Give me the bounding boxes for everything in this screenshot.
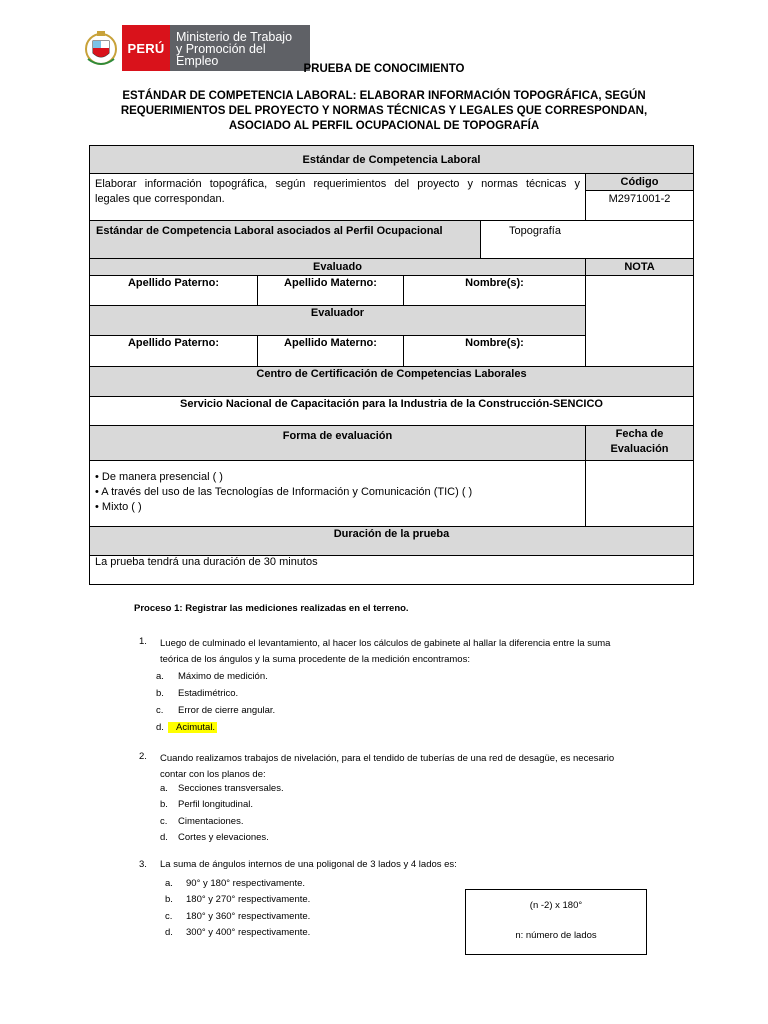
question-1-options bbox=[156, 668, 275, 736]
q1-option-d[interactable]: d. Acimutal. bbox=[156, 722, 216, 733]
centro-header: Centro de Certificación de Competencias Laborales bbox=[89, 366, 694, 397]
formula-note: n: número de lados bbox=[515, 930, 597, 941]
option-mixto[interactable]: • Mixto ( ) bbox=[95, 501, 142, 513]
q3-option-a[interactable]: a. 90° y 180° respectivamente. bbox=[165, 878, 306, 889]
fecha-header bbox=[585, 425, 694, 461]
question-2-number: 2. bbox=[139, 751, 147, 762]
highlighted-answer: Acimutal. bbox=[168, 722, 217, 733]
question-1-number: 1. bbox=[139, 636, 147, 647]
duracion-header: Duración de la prueba bbox=[89, 526, 694, 556]
question-3-options bbox=[165, 876, 310, 941]
q1-option-b[interactable]: b. Estadimétrico. bbox=[156, 688, 239, 699]
standard-title-line2: REQUERIMIENTOS DEL PROYECTO Y NORMAS TÉCNICAS Y LEGALES QUE CORRESPONDAN, bbox=[120, 105, 648, 117]
ministry-line2: y Promoción del Empleo bbox=[176, 42, 266, 68]
q1-option-c[interactable]: c. Error de cierre angular. bbox=[156, 705, 276, 716]
peru-label: PERÚ bbox=[122, 25, 170, 71]
question-2-line2: contar con los planos de: bbox=[160, 769, 266, 780]
evaluation-table bbox=[89, 145, 694, 585]
q2-option-c[interactable]: c. Cimentaciones. bbox=[160, 815, 244, 827]
q2-option-b[interactable]: b. Perfil longitudinal. bbox=[160, 799, 253, 811]
question-2-line1: Cuando realizamos trabajos de nivelación, para el tendido de tuberías de una red de desagüe, es necesario bbox=[160, 753, 615, 764]
standard-title-line1: ESTÁNDAR DE COMPETENCIA LABORAL: ELABORAR INFORMACIÓN TOPOGRÁFICA, SEGÚN bbox=[122, 90, 646, 102]
forma-options bbox=[89, 460, 586, 527]
evaluador-nombres[interactable]: Nombre(s): bbox=[403, 335, 586, 367]
doc-title: PRUEBA DE CONOCIMIENTO bbox=[303, 63, 465, 75]
fecha-field[interactable] bbox=[585, 460, 694, 527]
question-1-line1: Luego de culminado el levantamiento, al hacer los cálculos de gabinete al hallar la diferencia entre la suma bbox=[160, 638, 611, 649]
standard-desc-line1: Elaborar información topográfica, según requerimientos del proyecto y normas técnicas y bbox=[95, 178, 580, 190]
standard-title-line3: ASOCIADO AL PERFIL OCUPACIONAL DE TOPOGRAFÍA bbox=[228, 120, 540, 132]
formula-expression: (n -2) x 180° bbox=[529, 900, 583, 911]
fecha-line2: Evaluación bbox=[610, 443, 669, 455]
standard-desc-line2: legales que correspondan. bbox=[95, 193, 225, 205]
nota-field[interactable] bbox=[585, 275, 694, 367]
forma-header: Forma de evaluación bbox=[89, 425, 586, 461]
question-1-line2: teórica de los ángulos y la suma procedente de la medición encontramos: bbox=[160, 654, 470, 665]
evaluador-header: Evaluador bbox=[89, 305, 586, 336]
evaluador-apellido-paterno[interactable]: Apellido Paterno: bbox=[89, 335, 258, 367]
evaluado-header: Evaluado bbox=[89, 258, 586, 276]
formula-box bbox=[465, 889, 647, 955]
q2-option-a[interactable]: a. Secciones transversales. bbox=[160, 783, 284, 794]
codigo-label: Código bbox=[585, 173, 694, 191]
assoc-standard-value: Topografía bbox=[480, 220, 694, 259]
standard-title bbox=[100, 89, 668, 134]
standard-header: Estándar de Competencia Laboral bbox=[89, 145, 694, 174]
codigo-value: M2971001-2 bbox=[585, 190, 694, 221]
ministry-line1: Ministerio de Trabajo bbox=[176, 30, 293, 44]
q3-option-d[interactable]: d. 300° y 400° respectivamente. bbox=[165, 926, 311, 938]
evaluador-apellido-materno[interactable]: Apellido Materno: bbox=[257, 335, 404, 367]
question-3-text: La suma de ángulos internos de una poligonal de 3 lados y 4 lados es: bbox=[160, 859, 457, 870]
option-presencial[interactable]: • De manera presencial ( ) bbox=[95, 471, 223, 483]
q3-option-c[interactable]: c. 180° y 360° respectivamente. bbox=[165, 910, 311, 922]
option-tic[interactable]: • A través del uso de las Tecnologías de Información y Comunicación (TIC) ( ) bbox=[95, 486, 473, 498]
fecha-line1: Fecha de bbox=[615, 428, 664, 440]
standard-description bbox=[89, 173, 586, 221]
q1-option-a[interactable]: a. Máximo de medición. bbox=[156, 671, 268, 682]
duracion-value: La prueba tendrá una duración de 30 minutos bbox=[89, 555, 694, 585]
question-3-number: 3. bbox=[139, 859, 147, 870]
centro-value: Servicio Nacional de Capacitación para la Industria de la Construcción-SENCICO bbox=[89, 396, 694, 426]
q3-option-b[interactable]: b. 180° y 270° respectivamente. bbox=[165, 894, 311, 906]
question-2-options bbox=[160, 781, 284, 846]
question-1-text bbox=[160, 636, 610, 668]
nota-header: NOTA bbox=[585, 258, 694, 276]
process-title: Proceso 1: Registrar las mediciones realizadas en el terreno. bbox=[134, 603, 409, 614]
evaluado-apellido-materno[interactable]: Apellido Materno: bbox=[257, 275, 404, 306]
evaluado-apellido-paterno[interactable]: Apellido Paterno: bbox=[89, 275, 258, 306]
evaluado-nombres[interactable]: Nombre(s): bbox=[403, 275, 586, 306]
assoc-standard-label: Estándar de Competencia Laboral asociados al Perfil Ocupacional bbox=[89, 220, 481, 259]
question-2-text bbox=[160, 751, 614, 783]
q2-option-d[interactable]: d. Cortes y elevaciones. bbox=[160, 831, 269, 843]
